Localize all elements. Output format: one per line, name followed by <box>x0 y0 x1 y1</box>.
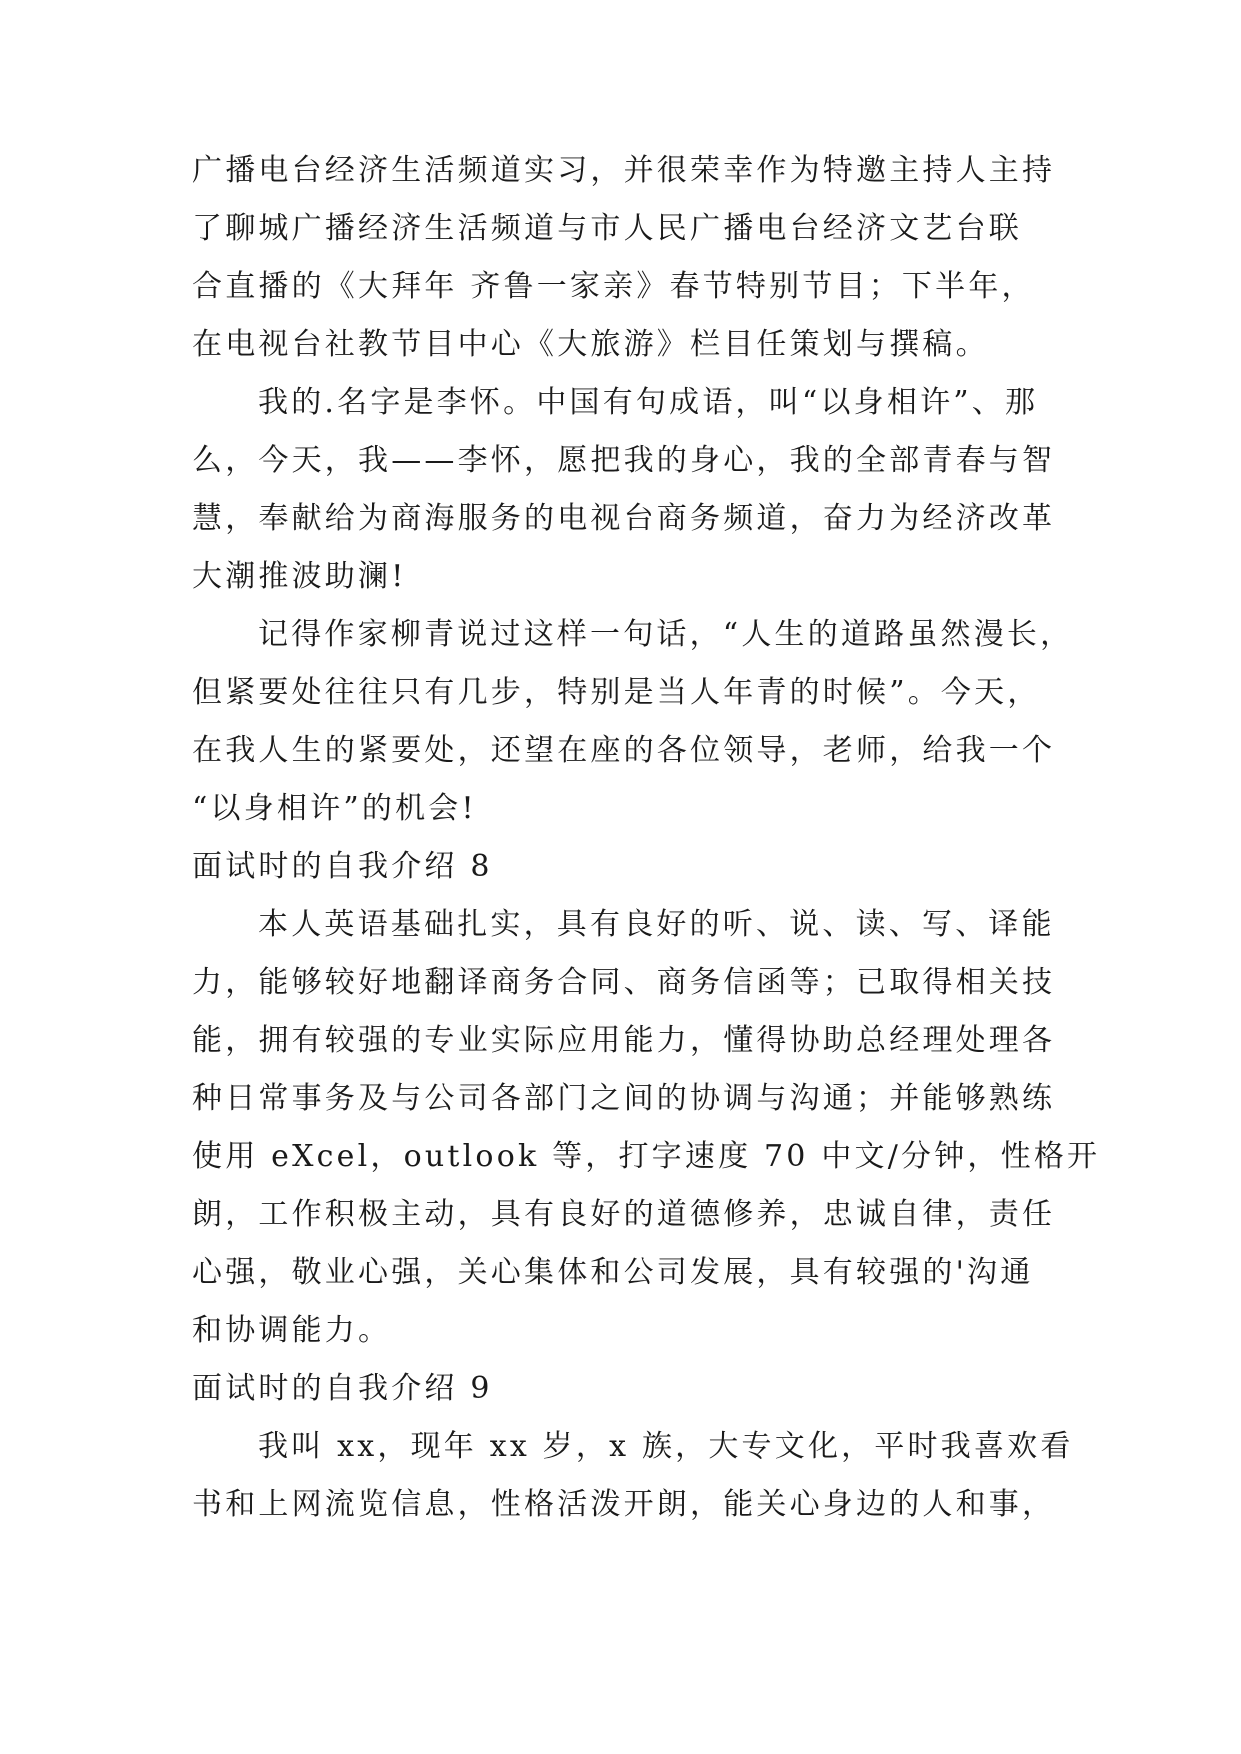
text-line: 了聊城广播经济生活频道与市人民广播电台经济文艺台联 <box>192 211 1022 246</box>
text-line: 面试时的自我介绍 8 <box>192 849 493 884</box>
text-line: 在我人生的紧要处，还望在座的各位领导，老师，给我一个 <box>192 733 1056 768</box>
text-line: 我叫 xx，现年 xx 岁，x 族，大专文化，平时我喜欢看 <box>258 1429 1074 1464</box>
text-line: 朗，工作积极主动，具有良好的道德修养，忠诚自律，责任 <box>192 1197 1056 1232</box>
text-line: 我的.名字是李怀。中国有句成语，叫“以身相许”、那 <box>258 385 1039 420</box>
text-line: 慧，奉献给为商海服务的电视台商务频道，奋力为经济改革 <box>192 501 1056 536</box>
text-line: 种日常事务及与公司各部门之间的协调与沟通；并能够熟练 <box>192 1081 1056 1116</box>
text-line: 面试时的自我介绍 9 <box>192 1371 493 1406</box>
text-line: “以身相许”的机会! <box>192 791 477 826</box>
text-line: 本人英语基础扎实，具有良好的听、说、读、写、译能 <box>258 907 1055 942</box>
text-line: 但紧要处往往只有几步，特别是当人年青的时候”。今天， <box>192 675 1041 710</box>
text-line: 在电视台社教节目中心《大旅游》栏目任策划与撰稿。 <box>192 327 989 362</box>
text-line: 记得作家柳青说过这样一句话，“人生的道路虽然漫长， <box>258 617 1074 652</box>
text-line: 书和上网流览信息，性格活泼开朗，能关心身边的人和事， <box>192 1487 1056 1522</box>
text-line: 么，今天，我——李怀，愿把我的身心，我的全部青春与智 <box>192 443 1056 478</box>
text-line: 大潮推波助澜! <box>192 559 407 594</box>
text-line: 心强，敬业心强，关心集体和公司发展，具有较强的'沟通 <box>192 1255 1034 1290</box>
document-body <box>192 142 1101 1534</box>
text-line: 使用 eXcel，outlook 等，打字速度 70 中文/分钟，性格开 <box>192 1139 1101 1174</box>
text-line: 能，拥有较强的专业实际应用能力，懂得协助总经理处理各 <box>192 1023 1056 1058</box>
text-line: 力，能够较好地翻译商务合同、商务信函等；已取得相关技 <box>192 965 1056 1000</box>
text-line: 合直播的《大拜年 齐鲁一家亲》春节特别节目；下半年， <box>192 269 1035 304</box>
text-line: 和协调能力。 <box>192 1313 392 1348</box>
text-line: 广播电台经济生活频道实习，并很荣幸作为特邀主持人主持 <box>192 153 1056 188</box>
